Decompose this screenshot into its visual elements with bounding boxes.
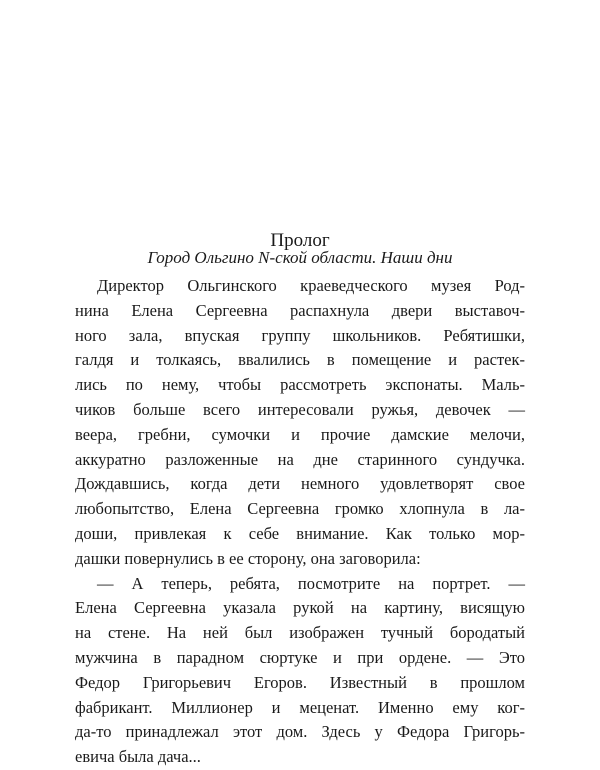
text-line: Дождавшись, когда дети немного удовлетворят свое <box>75 474 525 494</box>
text-line: ного зала, впуская группу школьников. Ребятишки, <box>75 325 525 345</box>
text-line: лись по нему, чтобы рассмотреть экспонаты. Маль- <box>75 375 525 395</box>
text-line: Федор Григорьевич Егоров. Известный в прошлом <box>75 672 525 692</box>
body-text <box>75 274 525 770</box>
text-line: фабрикант. Миллионер и меценат. Именно ему ког- <box>75 697 525 717</box>
text-line: галдя и толкаясь, ввалились в помещение и растек- <box>75 350 525 370</box>
chapter-subtitle: Город Ольгино N-ской области. Наши дни <box>147 248 453 267</box>
text-line: доши, привлекая к себе внимание. Как только мор- <box>75 523 525 543</box>
text-line: — А теперь, ребята, посмотрите на портрет. — <box>97 573 525 593</box>
chapter-title: Пролог <box>270 230 330 251</box>
text-line: аккуратно разложенные на дне старинного сундучка. <box>75 449 525 469</box>
text-line: Директор Ольгинского краеведческого музея Род- <box>97 276 525 295</box>
text-line: нина Елена Сергеевна распахнула двери выставоч- <box>75 300 525 320</box>
text-line: чиков больше всего интересовали ружья, девочек — <box>75 399 525 419</box>
text-line: евича была дача... <box>75 747 201 767</box>
text-line: на стене. На ней был изображен тучный бородатый <box>75 623 525 643</box>
text-line: Елена Сергеевна указала рукой на картину, висящую <box>75 598 525 618</box>
text-line: дашки повернулись в ее сторону, она заговорила: <box>75 548 421 568</box>
text-line: любопытство, Елена Сергеевна громко хлопнула в ла- <box>75 499 525 519</box>
text-line: мужчина в парадном сюртуке и при ордене. — Это <box>75 647 525 667</box>
text-line: веера, гребни, сумочки и прочие дамские мелочи, <box>75 424 525 444</box>
text-line: да-то принадлежал этот дом. Здесь у Федора Григорь- <box>75 722 525 742</box>
